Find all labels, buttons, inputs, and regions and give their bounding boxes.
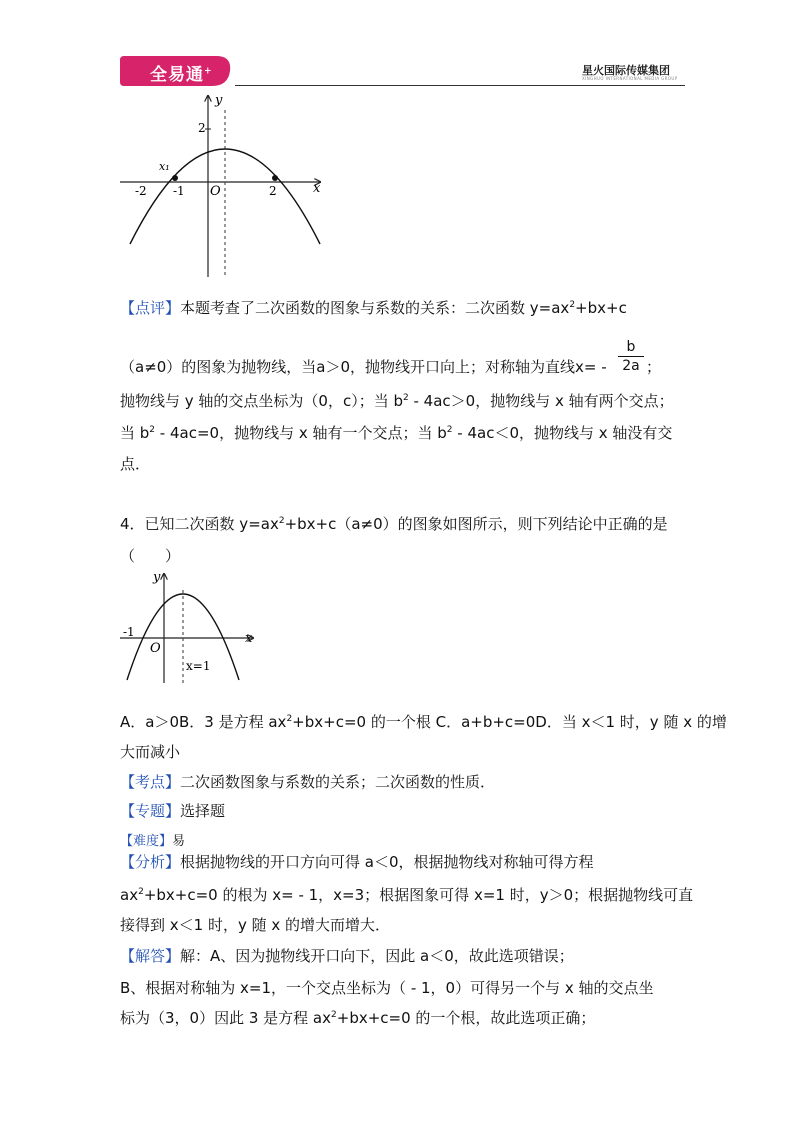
tick-label-m1: -1	[173, 184, 185, 198]
tick-label-m1-2: -1	[123, 625, 135, 639]
fenxi-tag: 【分析】	[120, 853, 181, 871]
comment-line-4: 当 $b^2 - 4ac=0$，抛物线与 x 轴有一个交点；当 $b^2 - 4ac<0$，抛物线与 x 轴没有交	[120, 424, 673, 442]
logo-text: 全易通+	[150, 65, 213, 85]
brand-logo	[120, 56, 232, 86]
publisher-subtitle: XINGHUO INTERNATIONAL MEDIA GROUP	[582, 76, 678, 81]
fenxi-line-1: 【分析】根据抛物线的开口方向可得 a＜0，根据抛物线对称轴可得方程	[120, 853, 594, 871]
symmetry-axis-label: x=1	[186, 659, 211, 673]
fenxi-line-2: $ax^2+bx+c=0$ 的根为 x= - 1，x=3；根据图象可得 x=1 时，y＞0；根据抛物线可直	[120, 886, 694, 904]
tick-label-m2: -2	[135, 184, 147, 198]
y-axis-label-2: y	[153, 570, 161, 585]
tick-label-2y: 2	[198, 121, 206, 135]
kaodian-line: 【考点】二次函数图象与系数的关系；二次函数的性质．	[120, 773, 496, 791]
header-divider	[235, 85, 685, 86]
parabola-graph-2	[115, 568, 260, 686]
x-axis-label-2: x	[245, 631, 253, 646]
comment-line-2: （a≠0）的图象为抛物线，当a＞0，抛物线开口向上；对称轴为直线x= -	[120, 358, 607, 376]
answer-blank: （ ）	[120, 547, 181, 565]
zhuanti-tag: 【专题】	[120, 802, 181, 820]
jieda-tag: 【解答】	[120, 947, 181, 965]
origin-label: O	[210, 184, 221, 199]
intersection-point-right	[272, 175, 278, 181]
comment-line-1: 【点评】本题考查了二次函数的图象与系数的关系：二次函数 $y=ax^2+bx+c$	[120, 299, 627, 317]
comment-line-5: 点．	[120, 455, 151, 473]
nandu-line: 【难度】易	[120, 834, 186, 849]
options-line-2: 大而减小	[120, 743, 181, 761]
intersection-point-left	[172, 175, 178, 181]
origin-label-2: O	[150, 641, 161, 656]
comment-line-2-end: ；	[646, 358, 662, 376]
zhuanti-line: 【专题】选择题	[120, 802, 226, 820]
comment-line-3: 抛物线与 y 轴的交点坐标为（0，c）；当 $b^2 - 4ac>0$，抛物线与 x 轴有两个交点；	[120, 392, 674, 410]
jieda-line-1: 【解答】解：A、因为抛物线开口向下，因此 a＜0，故此选项错误；	[120, 947, 574, 965]
tick-label-2: 2	[269, 184, 277, 198]
jieda-line-2: B、根据对称轴为 x=1，一个交点坐标为（ - 1，0）可得另一个与 x 轴的交点坐	[120, 979, 654, 997]
fraction-b-over-2a: $\frac{b}{2a}$	[618, 338, 644, 375]
kaodian-tag: 【考点】	[120, 773, 181, 791]
parabola-graph-1	[115, 92, 330, 280]
x-axis-label: x	[313, 181, 321, 196]
fenxi-line-3: 接得到 x＜1 时，y 随 x 的增大而增大．	[120, 916, 391, 934]
parabola-curve-2	[127, 594, 239, 680]
publisher-name: 星火国际传媒集团	[582, 64, 670, 77]
jieda-line-3: 标为（3，0）因此 3 是方程 $ax^2+bx+c=0$ 的一个根，故此选项正确；	[120, 1009, 596, 1027]
comment-tag: 【点评】	[120, 299, 181, 317]
options-line-1: A．a＞0B．3 是方程 $ax^2+bx+c=0$ 的一个根 C．a+b+c=0D．当 x＜1 时，y 随 x 的增	[120, 713, 727, 731]
y-axis-label: y	[215, 93, 223, 108]
point-label-x1: x₁	[159, 160, 170, 173]
nandu-tag: 【难度】	[120, 834, 173, 849]
question-4-stem: 4．已知二次函数 $y=ax^2+bx+c(a\ne 0)$的图象如图所示，则下列结论中正确的是	[120, 515, 668, 533]
